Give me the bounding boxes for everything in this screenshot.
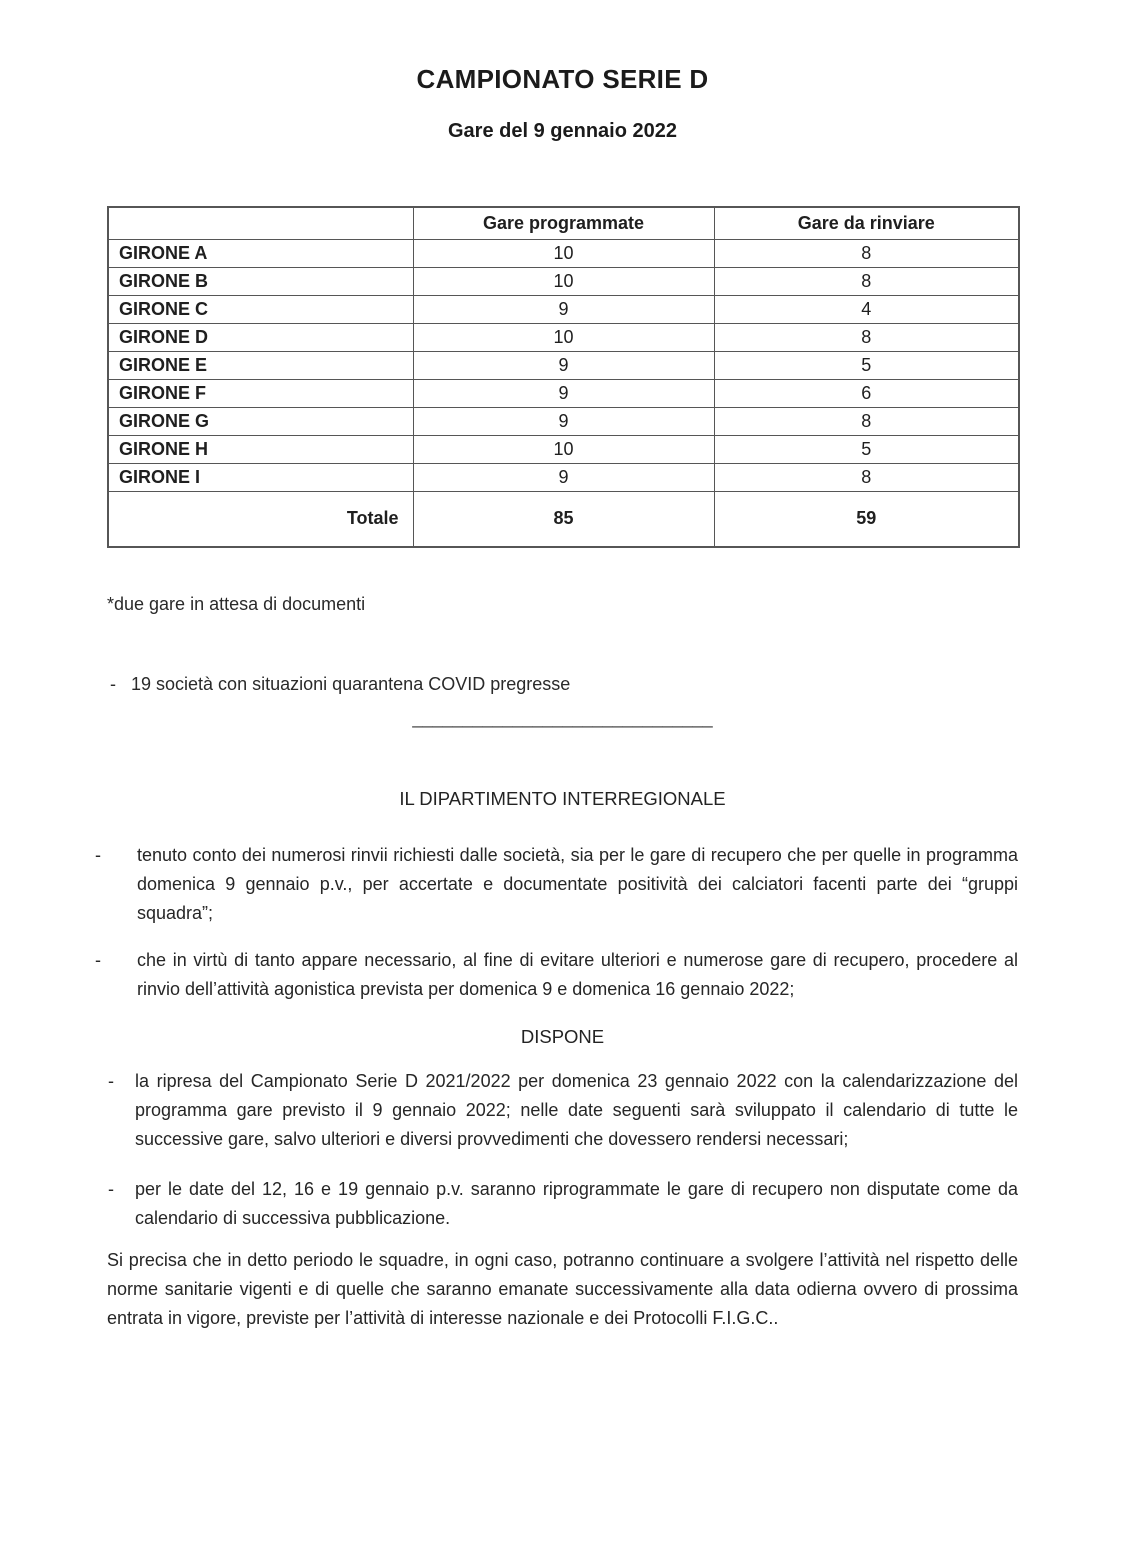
gare-programmate-value: 10 bbox=[413, 239, 714, 267]
dispone-heading: DISPONE bbox=[520, 1026, 605, 1047]
covid-note bbox=[110, 674, 1018, 695]
premise-text: che in virtù di tanto appare necessario, al fine di evitare ulteriori e numerose gare di recupero, procedere al rinvio dell’attività agonistica prevista per domenica 9 e domenica 16 gennaio 2022; bbox=[137, 950, 1018, 999]
gare-da-rinviare-value: 8 bbox=[714, 239, 1019, 267]
table-header-row bbox=[108, 207, 1019, 239]
girone-label: GIRONE A bbox=[108, 239, 413, 267]
table-row-girone-h bbox=[108, 435, 1019, 463]
page-title: CAMPIONATO SERIE D bbox=[416, 64, 709, 94]
girone-label: GIRONE F bbox=[108, 379, 413, 407]
girone-label: GIRONE H bbox=[108, 435, 413, 463]
table-row-girone-i bbox=[108, 463, 1019, 491]
girone-label: GIRONE E bbox=[108, 351, 413, 379]
gare-da-rinviare-value: 6 bbox=[714, 379, 1019, 407]
girone-label: GIRONE D bbox=[108, 323, 413, 351]
disposition-item bbox=[108, 1067, 1018, 1154]
table-row-girone-b bbox=[108, 267, 1019, 295]
gare-da-rinviare-value: 8 bbox=[714, 407, 1019, 435]
gare-da-rinviare-value: 4 bbox=[714, 295, 1019, 323]
total-gare-da-rinviare: 59 bbox=[714, 491, 1019, 547]
gare-programmate-value: 10 bbox=[413, 267, 714, 295]
table-row-girone-d bbox=[108, 323, 1019, 351]
gare-programmate-value: 10 bbox=[413, 323, 714, 351]
disposition-text: la ripresa del Campionato Serie D 2021/2022 per domenica 23 gennaio 2022 con la calendarizzazione del programma gare previsto il 9 gennaio 2022; nelle date seguenti sarà sviluppato il calendario di tutte le successive gare, salvo ulteriori e diversi provvedimenti che dovessero rendersi necessari; bbox=[135, 1071, 1018, 1149]
separator-line: ______________________________ bbox=[412, 708, 713, 728]
table-total-row bbox=[108, 491, 1019, 547]
header-gare-programmate: Gare programmate bbox=[413, 207, 714, 239]
girone-label: GIRONE B bbox=[108, 267, 413, 295]
gare-programmate-value: 10 bbox=[413, 435, 714, 463]
total-label: Totale bbox=[108, 491, 413, 547]
gare-summary-table bbox=[107, 206, 1020, 548]
gare-programmate-value: 9 bbox=[413, 463, 714, 491]
closing-paragraph: Si precisa che in detto periodo le squadre, in ogni caso, potranno continuare a svolgere l’attività nel rispetto delle norme sanitarie vigenti e di quelle che saranno emanate successivamente alla data odierna ovvero di prossima entrata in vigore, previste per l’attività di interesse nazionale e dei Protocolli F.I.G.C.. bbox=[107, 1250, 1018, 1328]
gare-programmate-value: 9 bbox=[413, 295, 714, 323]
girone-label: GIRONE C bbox=[108, 295, 413, 323]
dash-marker: - bbox=[108, 1071, 114, 1091]
table-row-girone-a bbox=[108, 239, 1019, 267]
table-row-girone-f bbox=[108, 379, 1019, 407]
asterisk-note: *due gare in attesa di documenti bbox=[107, 594, 366, 614]
header-gare-da-rinviare: Gare da rinviare bbox=[714, 207, 1019, 239]
total-gare-programmate: 85 bbox=[413, 491, 714, 547]
premise-text: tenuto conto dei numerosi rinvii richiesti dalle società, sia per le gare di recupero che per quelle in programma domenica 9 gennaio p.v., per accertate e documentate positività dei calciatori facenti parte dei “gruppi squadra”; bbox=[137, 845, 1018, 923]
gare-da-rinviare-value: 5 bbox=[714, 435, 1019, 463]
gare-programmate-value: 9 bbox=[413, 379, 714, 407]
gare-da-rinviare-value: 8 bbox=[714, 463, 1019, 491]
table-row-girone-g bbox=[108, 407, 1019, 435]
gare-da-rinviare-value: 8 bbox=[714, 267, 1019, 295]
gare-programmate-value: 9 bbox=[413, 407, 714, 435]
dash-marker: - bbox=[108, 1179, 114, 1199]
gare-da-rinviare-value: 8 bbox=[714, 323, 1019, 351]
disposition-item bbox=[108, 1175, 1018, 1233]
dispositions-list bbox=[107, 1067, 1018, 1233]
header-empty-cell bbox=[108, 207, 413, 239]
girone-label: GIRONE G bbox=[108, 407, 413, 435]
dash-marker: - bbox=[95, 845, 101, 865]
dash-marker: - bbox=[95, 950, 101, 970]
gare-da-rinviare-value: 5 bbox=[714, 351, 1019, 379]
girone-label: GIRONE I bbox=[108, 463, 413, 491]
gare-programmate-value: 9 bbox=[413, 351, 714, 379]
dash-marker: - bbox=[110, 674, 116, 694]
disposition-text: per le date del 12, 16 e 19 gennaio p.v. saranno riprogrammate le gare di recupero non disputate come da calendario di successiva pubblicazione. bbox=[135, 1179, 1018, 1228]
table-row-girone-c bbox=[108, 295, 1019, 323]
premises-list bbox=[95, 841, 1018, 1004]
covid-note-text: 19 società con situazioni quarantena COVID pregresse bbox=[131, 674, 571, 694]
department-heading: IL DIPARTIMENTO INTERREGIONALE bbox=[399, 788, 726, 809]
page-subtitle: Gare del 9 gennaio 2022 bbox=[448, 120, 677, 142]
table-row-girone-e bbox=[108, 351, 1019, 379]
document-page bbox=[0, 64, 1125, 1333]
premise-item bbox=[95, 946, 1018, 1004]
premise-item bbox=[95, 841, 1018, 928]
